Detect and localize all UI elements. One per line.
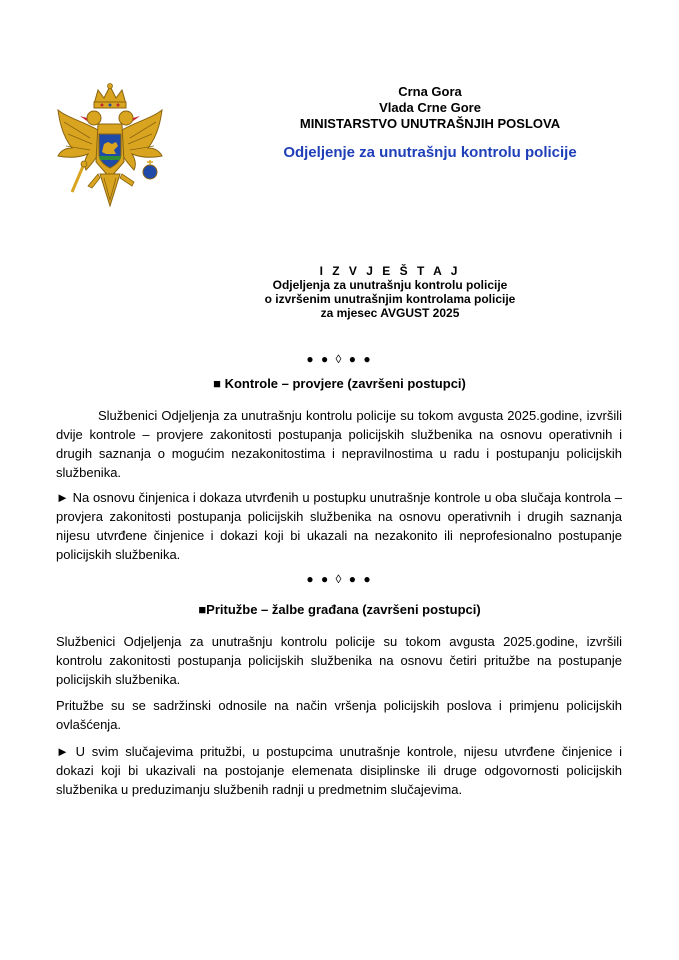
country-name: Crna Gora bbox=[398, 84, 462, 99]
section-2-paragraph-2: Pritužbe su se sadržinski odnosile na način vršenja policijskih poslova i primjenu policijskih ovlašćenja. bbox=[56, 698, 622, 732]
separator-1: ● ● ◊ ● ● bbox=[306, 352, 373, 366]
ministry-name: MINISTARSTVO UNUTRAŠNJIH POSLOVA bbox=[299, 116, 561, 131]
section-1-paragraph-2: ► Na osnovu činjenica i dokaza utvrđenih u postupku unutrašnje kontrole u oba slučaja kontrola – provjera zakonitosti postupanja policijskih službenika na osnovu operativnih i drugih saznanja nijesu utvrđene činjenice i dokazi koji bi ukazali na nezakonito ili neprofesionalno postupanje policijskih službenika. bbox=[56, 490, 622, 562]
report-title-heading: I Z V J E Š T A J bbox=[319, 264, 461, 278]
department-name: Odjeljenje za unutrašnju kontrolu policije bbox=[283, 144, 577, 161]
government-name: Vlada Crne Gore bbox=[379, 100, 481, 115]
report-title-line-1: Odjeljenja za unutrašnju kontrolu policije bbox=[272, 278, 508, 292]
section-2-paragraph-1: Službenici Odjeljenja za unutrašnju kontrolu policije su tokom avgusta 2025.godine, izvršili kontrolu zakonitosti postupanja policijskih službenika na osnovu četiri pritužbe na postupanje policijskih službenika. bbox=[56, 634, 622, 687]
section-2-heading: ■Pritužbe – žalbe građana (završeni postupci) bbox=[198, 602, 481, 617]
section-2-paragraph-3: ► U svim slučajevima pritužbi, u postupcima unutrašnje kontrole, nijesu utvrđene činjenice i dokazi koji bi ukazivali na postojanje elemenata disiplinske ili druge odgovornosti policijskih službenika u preduzimanju službenih radnji u predmetnim slučajevima. bbox=[56, 744, 622, 797]
letterhead bbox=[230, 84, 630, 161]
coat-of-arms-icon bbox=[54, 82, 166, 214]
report-title-line-3: za mjesec AVGUST 2025 bbox=[320, 306, 460, 320]
report-title bbox=[140, 264, 640, 320]
section-1-heading: ■ Kontrole – provjere (završeni postupci) bbox=[213, 376, 466, 391]
report-title-line-2: o izvršenim unutrašnjim kontrolama policije bbox=[264, 292, 516, 306]
section-1-paragraph-1: Službenici Odjeljenja za unutrašnju kontrolu policije su tokom avgusta 2025.godine, izvršili dvije kontrole – provjere zakonitosti postupanja policijskih službenika na osnovu operativnih i drugih saznanja o mogućim nezakonitostima i nepravilnostima u radu i postupanju policijskih službenika. bbox=[56, 408, 622, 480]
separator-2: ● ● ◊ ● ● bbox=[306, 572, 373, 586]
crown-icon bbox=[94, 84, 126, 109]
